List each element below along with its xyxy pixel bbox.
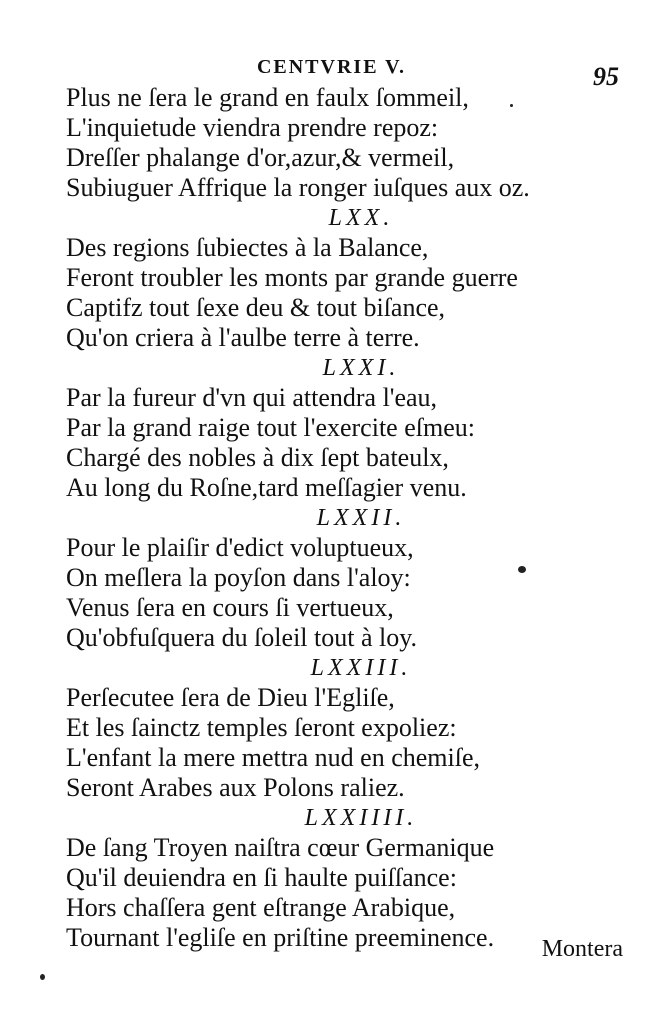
verse-line: Dreſſer phalange d'or,azur,& vermeil,	[66, 143, 455, 172]
folio-number: 95	[593, 62, 619, 91]
ink-speck	[518, 566, 526, 573]
verse-line: Subiuguer Affrique la ronger iuſques aux oz.	[66, 173, 530, 202]
verse-line: Venus ſera en cours ſi vertueux,	[66, 593, 394, 622]
quatrain-number: LXXIII.	[310, 655, 412, 681]
verse-line: On meſlera la poyſon dans l'aloy:	[66, 563, 411, 592]
ink-speck	[510, 104, 513, 107]
verse-line: Pour le plaiſir d'edict voluptueux,	[66, 533, 414, 562]
verse-line: Perſecutee ſera de Dieu l'Egliſe,	[66, 683, 395, 712]
verse-line: Des regions ſubiectes à la Balance,	[66, 233, 429, 262]
verse-line: L'inquietude viendra prendre repoz:	[66, 113, 439, 142]
running-header: CENTVRIE V.	[256, 56, 407, 78]
verse-line: Qu'on criera à l'aulbe terre à terre.	[66, 323, 420, 352]
verse-line: L'enfant la mere mettra nud en chemiſe,	[66, 743, 480, 772]
verse-line: Captifz tout ſexe deu & tout biſance,	[66, 293, 446, 322]
quatrain-number: LXX.	[328, 205, 394, 231]
quatrain-number: LXXIIII.	[304, 805, 418, 831]
catchword: Montera	[541, 936, 623, 962]
verse-line: Tournant l'egliſe en priſtine preeminence.	[66, 923, 495, 952]
verse-line: Qu'obfuſquera du ſoleil tout à loy.	[66, 623, 418, 652]
verse-line: Au long du Roſne,tard meſſagier venu.	[66, 473, 467, 502]
verse-line: Par la fureur d'vn qui attendra l'eau,	[66, 383, 438, 412]
verse-line: Et les ſainctz temples ſeront expoliez:	[66, 713, 457, 742]
verse-line: Qu'il deuiendra en ſi haulte puiſſance:	[66, 863, 457, 892]
quatrain-number: LXXII.	[316, 505, 406, 531]
verse-line: Feront troubler les monts par grande guerre	[66, 263, 518, 292]
verse-line: Par la grand raige tout l'exercite eſmeu:	[66, 413, 475, 442]
verse-line: Hors chaſſera gent eſtrange Arabique,	[66, 893, 456, 922]
verse-block	[66, 83, 636, 953]
verse-line: Plus ne ſera le grand en faulx ſommeil,	[66, 83, 469, 112]
quatrain-number: LXXI.	[322, 355, 400, 381]
verse-line: Chargé des nobles à dix ſept bateulx,	[66, 443, 449, 472]
verse-line: Seront Arabes aux Polons raliez.	[66, 773, 405, 802]
verse-line: De ſang Troyen naiſtra cœur Germanique	[66, 833, 495, 862]
ink-speck	[40, 974, 45, 980]
